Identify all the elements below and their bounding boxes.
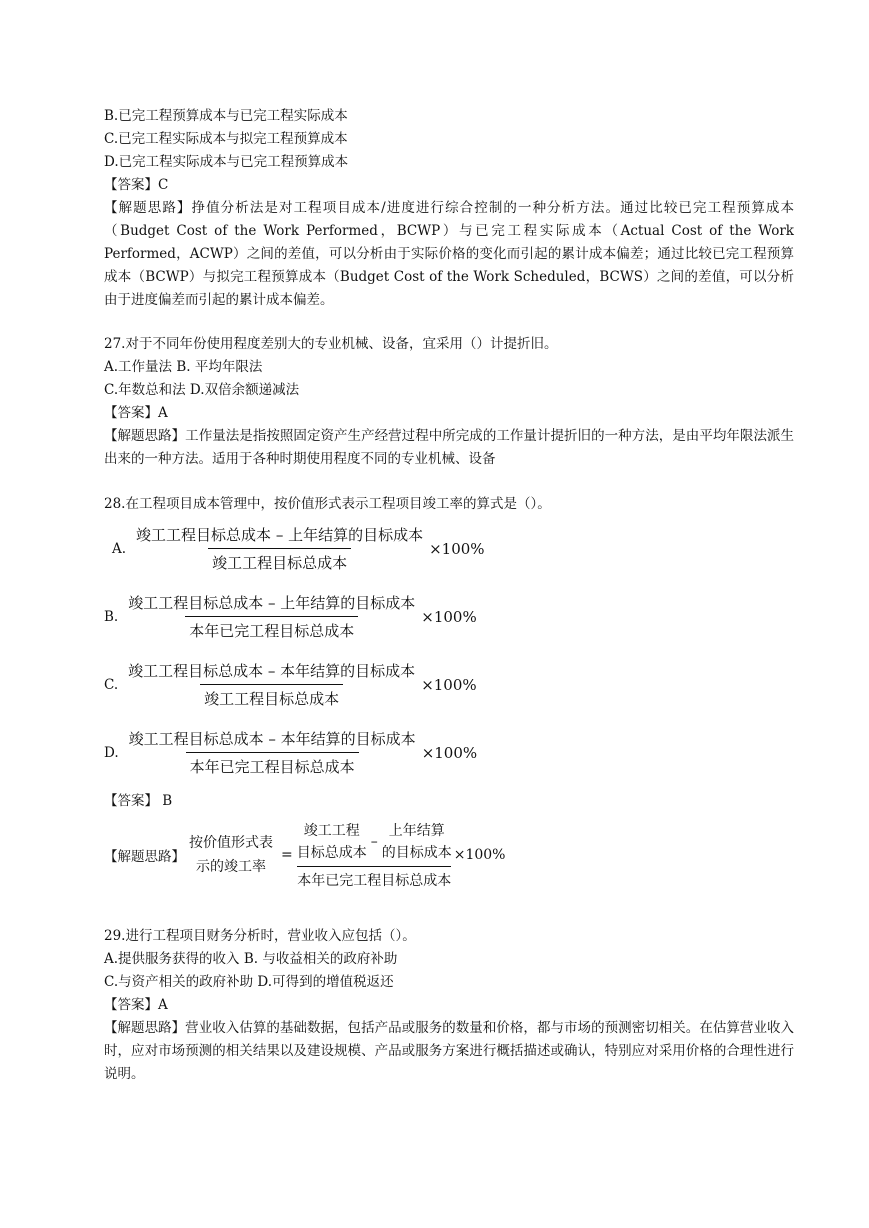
numerator-left-line2: 目标总成本	[296, 845, 367, 861]
q29-stem: 29.进行工程项目财务分析时，营业收入应包括（）。	[104, 928, 416, 944]
q27-answer: 【答案】A	[104, 405, 168, 421]
q28-stem: 28.在工程项目成本管理中，按价值形式表示工程项目竣工率的算式是（）。	[104, 496, 551, 512]
option-letter: B.	[104, 608, 119, 625]
numerator-left-line1: 竣工工程	[303, 823, 360, 839]
lhs-line2: 示的竣工率	[196, 859, 266, 875]
q27-stem: 27.对于不同年份使用程度差别大的专业机械、设备，宜采用（）计提折旧。	[104, 336, 558, 352]
q26-answer: 【答案】C	[104, 177, 169, 193]
numerator: 竣工工程目标总成本 – 上年结算的目标成本	[128, 594, 416, 612]
percent-suffix: ×100%	[421, 675, 477, 694]
q26-analysis: 【解题思路】挣值分析法是对工程项目成本/进度进行综合控制的一种分析方法。通过比较已完工程预算成本（Budget Cost of the Work Performed，BCWP）与已完工程实际成本（Actual Cost of the Work Performed，ACWP）之间的差值，可以分析由于实际价格的变化而引起的累计成本偏差；通过比较已完工程预算成本（BCWP）与拟完工程预算成本（Budget Cost of the Work Scheduled，BCWS）之间的差值，可以分析由于进度偏差而引起的累计成本偏差。	[104, 200, 794, 308]
option-letter: C.	[104, 676, 119, 693]
percent-suffix: ×100%	[429, 539, 485, 558]
analysis-label: 【解题思路】	[104, 849, 185, 865]
fraction	[132, 524, 427, 573]
option-letter: A.	[112, 540, 127, 557]
denominator: 竣工工程目标总成本	[208, 548, 351, 573]
lhs-line1: 按价值形式表	[189, 835, 273, 851]
percent-suffix: ×100%	[453, 847, 506, 863]
numerator: 竣工工程目标总成本 – 本年结算的目标成本	[128, 730, 416, 748]
denominator: 本年已完工程目标总成本	[185, 616, 358, 641]
q27-options-line2: C.年数总和法 D.双倍余额递减法	[104, 382, 300, 398]
q26-option-c: C.已完工程实际成本与拟完工程预算成本	[104, 131, 348, 147]
fraction	[125, 728, 420, 777]
q29-options-line2: C.与资产相关的政府补助 D.可得到的增值税返还	[104, 974, 394, 990]
q27-options-line1: A.工作量法 B. 平均年限法	[104, 359, 263, 375]
option-letter: D.	[104, 744, 119, 761]
q29-options-line1: A.提供服务获得的收入 B. 与收益相关的政府补助	[104, 951, 398, 967]
numerator-right	[382, 820, 452, 864]
numerator-left	[297, 820, 367, 864]
numerator: 竣工工程目标总成本 – 上年结算的目标成本	[136, 526, 424, 544]
denominator: 竣工工程目标总成本	[200, 684, 343, 709]
q28-option-a	[112, 524, 485, 573]
q26-option-b: B.已完工程预算成本与已完工程实际成本	[104, 108, 348, 124]
equals-sign: =	[281, 847, 293, 863]
q27-analysis: 【解题思路】工作量法是指按照固定资产生产经营过程中所完成的工作量计提折旧的一种方法，是由平均年限法派生出来的一种方法。适用于各种时期使用程度不同的专业机械、设备	[104, 428, 794, 467]
fraction	[124, 660, 419, 709]
fraction	[124, 592, 419, 641]
q26-option-d: D.已完工程实际成本与已完工程预算成本	[104, 154, 349, 170]
formula-lhs	[189, 831, 273, 879]
numerator: 竣工工程目标总成本 – 本年结算的目标成本	[128, 662, 416, 680]
minus-sign: –	[370, 834, 378, 850]
denominator: 本年已完工程目标总成本	[186, 752, 359, 777]
q28-option-c	[104, 660, 477, 709]
numerator-right-line1: 上年结算	[388, 823, 445, 839]
q28-answer: 【答案】 B	[104, 793, 173, 809]
formula-denominator: 本年已完工程目标总成本	[297, 866, 451, 890]
numerator-right-line2: 的目标成本	[381, 845, 452, 861]
q28-analysis-formula	[104, 820, 506, 890]
percent-suffix: ×100%	[421, 607, 477, 626]
formula-fraction	[297, 820, 452, 890]
q29-analysis: 【解题思路】营业收入估算的基础数据，包括产品或服务的数量和价格，都与市场的预测密切相关。在估算营业收入时，应对市场预测的相关结果以及建设规模、产品或服务方案进行概括描述或确认，特别应对采用价格的合理性进行说明。	[104, 1020, 794, 1082]
formula-numerator	[297, 820, 452, 866]
percent-suffix: ×100%	[421, 743, 478, 762]
q28-option-d	[104, 728, 477, 777]
q29-answer: 【答案】A	[104, 997, 168, 1013]
q28-option-b	[104, 592, 477, 641]
